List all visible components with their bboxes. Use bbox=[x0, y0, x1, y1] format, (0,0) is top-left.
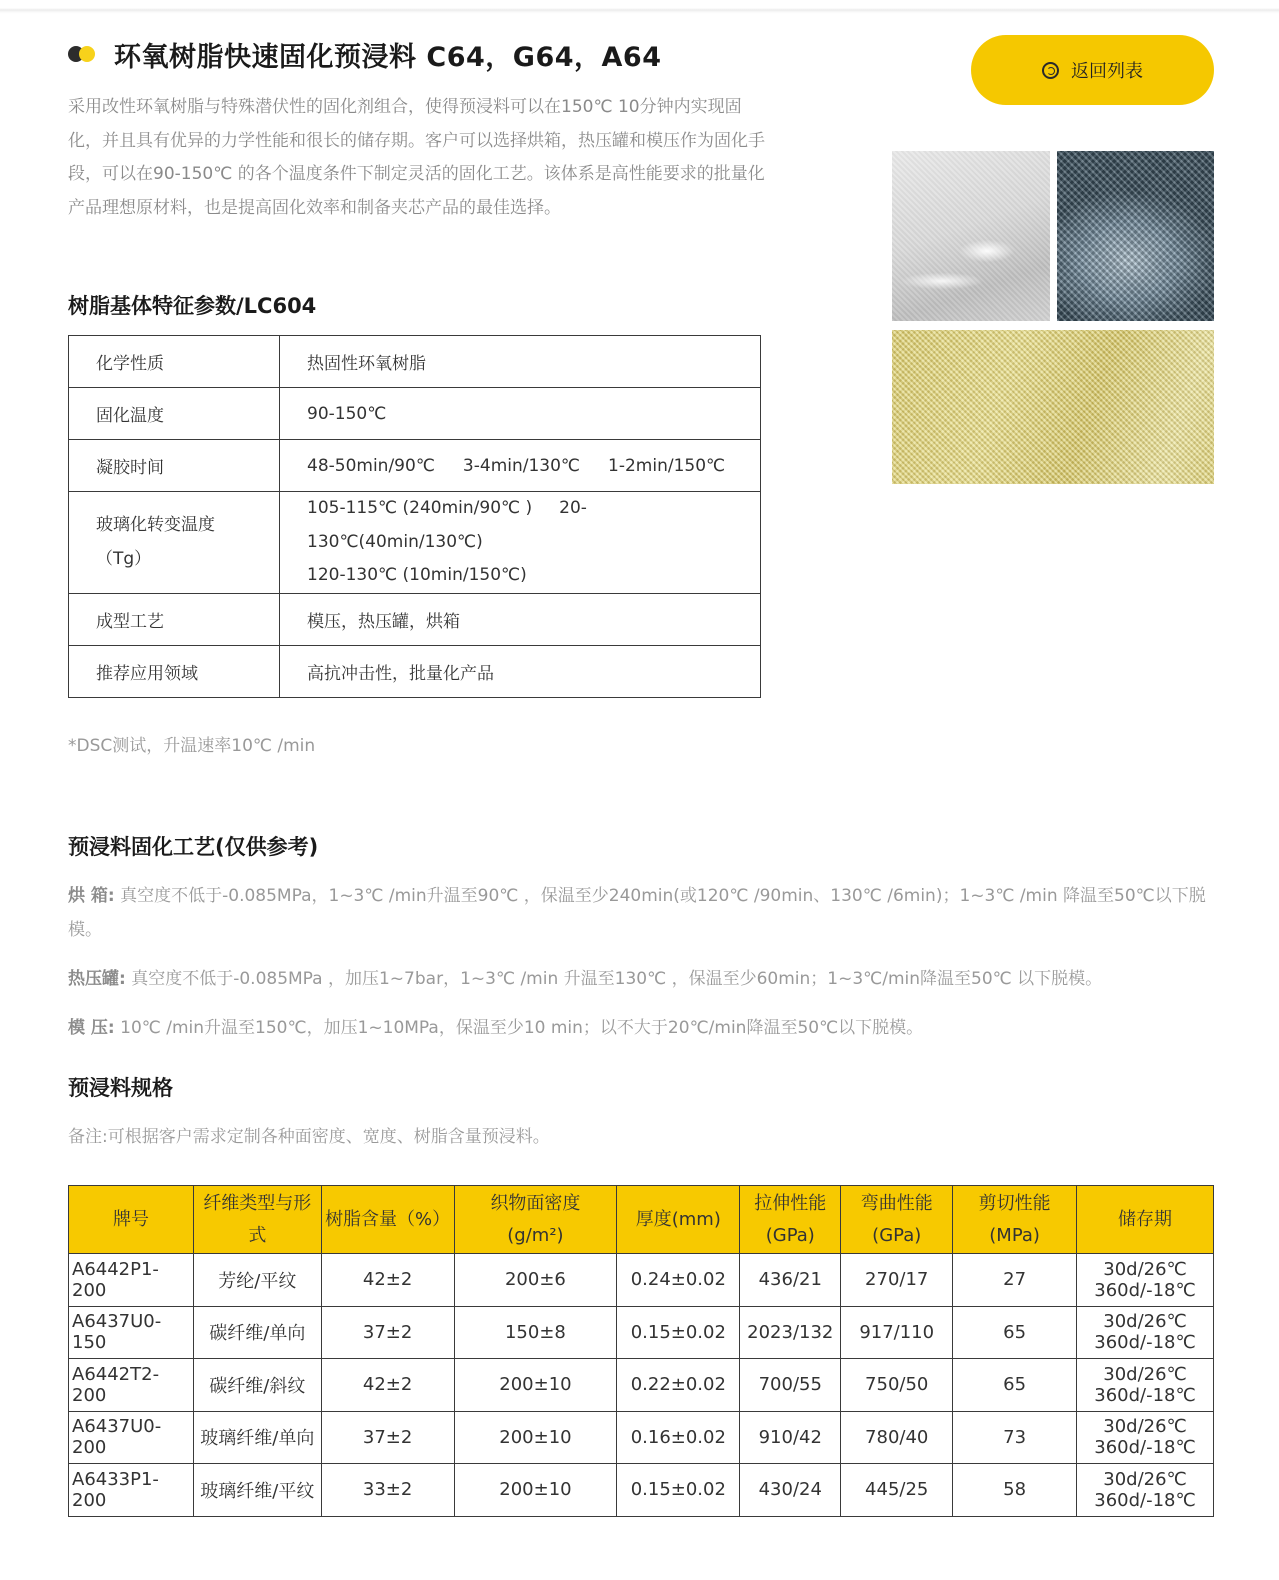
resin-properties-table bbox=[68, 335, 761, 698]
spec-note: 备注:可根据客户需求定制各种面密度、宽度、树脂含量预浸料。 bbox=[68, 1127, 550, 1147]
cell-shear: 65 bbox=[953, 1359, 1077, 1412]
cell-resin: 33±2 bbox=[321, 1464, 454, 1517]
table-row bbox=[69, 440, 761, 492]
cell-code: A6442P1-200 bbox=[69, 1254, 194, 1307]
storage-line: 30d/26℃ bbox=[1103, 1468, 1187, 1490]
property-key: 固化温度 bbox=[69, 388, 280, 440]
storage-line: 360d/-18℃ bbox=[1094, 1437, 1196, 1459]
intro-paragraph: 采用改性环氧树脂与特殊潜伏性的固化剂组合，使得预浸料可以在150℃ 10分钟内实现固化，并且具有优异的力学性能和很长的储存期。客户可以选择烘箱，热压罐和模压作为固化手段，可以在90-150℃ 的各个温度条件下制定灵活的固化工艺。该体系是高性能要求的批量化产品理想原材料，也是提高固化效率和制备夹芯产品的最佳选择。 bbox=[68, 97, 765, 218]
process-text: 真空度不低于-0.085MPa ，加压1~7bar，1~3℃ /min 升温至130℃ ，保温至少60min；1~3℃/min降温至50℃ 以下脱模。 bbox=[125, 969, 1103, 989]
property-key: 凝胶时间 bbox=[69, 440, 280, 492]
col-header-thickness: 厚度(mm) bbox=[617, 1186, 740, 1254]
cell-fiber: 玻璃纤维/平纹 bbox=[193, 1464, 321, 1517]
cell-fiber: 碳纤维/斜纹 bbox=[193, 1359, 321, 1412]
back-to-list-button[interactable] bbox=[971, 35, 1214, 105]
cell-tensile: 436/21 bbox=[740, 1254, 841, 1307]
header-line: (GPa) bbox=[872, 1224, 922, 1246]
title-dots-icon bbox=[68, 44, 102, 64]
cell-storage bbox=[1077, 1306, 1214, 1359]
col-header-flexural bbox=[841, 1186, 953, 1254]
header-line: 式 bbox=[248, 1224, 267, 1246]
cell-flexural: 780/40 bbox=[841, 1411, 953, 1464]
cell-code: A6437U0-200 bbox=[69, 1411, 194, 1464]
cell-density: 200±10 bbox=[454, 1359, 617, 1412]
cell-thickness: 0.15±0.02 bbox=[617, 1464, 740, 1517]
storage-line: 360d/-18℃ bbox=[1094, 1489, 1196, 1511]
cell-resin: 42±2 bbox=[321, 1254, 454, 1307]
process-text: 真空度不低于-0.085MPa，1~3℃ /min升温至90℃ ，保温至少240min(或120℃ /90min、130℃ /6min)；1~3℃ /min 降温至50℃以下脱模。 bbox=[68, 886, 1206, 940]
property-key: 推荐应用领域 bbox=[69, 646, 280, 698]
cell-flexural: 917/110 bbox=[841, 1306, 953, 1359]
cell-tensile: 910/42 bbox=[740, 1411, 841, 1464]
storage-line: 360d/-18℃ bbox=[1094, 1332, 1196, 1354]
page-header bbox=[68, 34, 662, 74]
property-key: 成型工艺 bbox=[69, 594, 280, 646]
property-key: 化学性质 bbox=[69, 336, 280, 388]
cell-density: 150±8 bbox=[454, 1306, 617, 1359]
table-row bbox=[69, 646, 761, 698]
cell-code: A6442T2-200 bbox=[69, 1359, 194, 1412]
gel-time-90: 48-50min/90℃ bbox=[307, 455, 435, 476]
cell-storage bbox=[1077, 1411, 1214, 1464]
cell-shear: 65 bbox=[953, 1306, 1077, 1359]
table-row bbox=[69, 1464, 1214, 1517]
storage-line: 30d/26℃ bbox=[1103, 1363, 1187, 1385]
cell-tensile: 430/24 bbox=[740, 1464, 841, 1517]
process-label: 烘 箱: bbox=[68, 886, 115, 906]
table-row bbox=[69, 1254, 1214, 1307]
storage-line: 30d/26℃ bbox=[1103, 1416, 1187, 1438]
carbon-fiber-prepreg-image bbox=[1057, 151, 1214, 321]
property-value: 热固性环氧树脂 bbox=[280, 336, 761, 388]
storage-line: 360d/-18℃ bbox=[1094, 1384, 1196, 1406]
process-autoclave bbox=[68, 963, 1213, 997]
col-header-resin: 树脂含量（%） bbox=[321, 1186, 454, 1254]
cell-code: A6437U0-150 bbox=[69, 1306, 194, 1359]
col-header-density bbox=[454, 1186, 617, 1254]
process-label: 模 压: bbox=[68, 1018, 115, 1038]
storage-line: 30d/26℃ bbox=[1103, 1258, 1187, 1280]
tg-line: 105-115℃ (240min/90℃ ) 20- bbox=[307, 498, 587, 519]
property-value: 模压，热压罐，烘箱 bbox=[280, 594, 761, 646]
prepreg-spec-table bbox=[68, 1185, 1214, 1517]
table-row bbox=[69, 1306, 1214, 1359]
cell-shear: 27 bbox=[953, 1254, 1077, 1307]
col-header-shear bbox=[953, 1186, 1077, 1254]
table-header-row bbox=[69, 1186, 1214, 1254]
cell-density: 200±10 bbox=[454, 1411, 617, 1464]
property-value: 90-150℃ bbox=[280, 388, 761, 440]
cell-shear: 73 bbox=[953, 1411, 1077, 1464]
table-row bbox=[69, 388, 761, 440]
yellow-dot-icon bbox=[79, 46, 95, 62]
cell-fiber: 玻璃纤维/单向 bbox=[193, 1411, 321, 1464]
cell-density: 200±10 bbox=[454, 1464, 617, 1517]
property-key bbox=[69, 492, 280, 594]
back-to-list-label: 返回列表 bbox=[1071, 61, 1143, 82]
cell-fiber: 芳纶/平纹 bbox=[193, 1254, 321, 1307]
table-row bbox=[69, 492, 761, 594]
gel-time-130: 3-4min/130℃ bbox=[462, 455, 581, 476]
process-label: 热压罐: bbox=[68, 969, 126, 989]
property-value bbox=[280, 492, 761, 594]
cell-thickness: 0.16±0.02 bbox=[617, 1411, 740, 1464]
cell-code: A6433P1-200 bbox=[69, 1464, 194, 1517]
cell-flexural: 270/17 bbox=[841, 1254, 953, 1307]
return-circle-icon bbox=[1042, 62, 1059, 79]
col-header-fiber bbox=[193, 1186, 321, 1254]
storage-line: 30d/26℃ bbox=[1103, 1311, 1187, 1333]
product-gallery bbox=[892, 151, 1214, 484]
property-value: 高抗冲击性，批量化产品 bbox=[280, 646, 761, 698]
tg-key-line2: （Tg） bbox=[96, 548, 152, 569]
tg-line: 120-130℃ (10min/150℃) bbox=[307, 565, 527, 586]
cell-resin: 37±2 bbox=[321, 1306, 454, 1359]
header-line: 拉伸性能 bbox=[754, 1192, 827, 1214]
header-line: (GPa) bbox=[765, 1224, 815, 1246]
spec-section-title: 预浸料规格 bbox=[68, 1076, 173, 1100]
header-line: 纤维类型与形 bbox=[203, 1192, 312, 1214]
header-line: (MPa) bbox=[989, 1224, 1040, 1246]
tg-line: 130℃(40min/130℃) bbox=[307, 531, 483, 552]
cell-density: 200±6 bbox=[454, 1254, 617, 1307]
cell-tensile: 700/55 bbox=[740, 1359, 841, 1412]
table-row bbox=[69, 1411, 1214, 1464]
header-line: (g/m²) bbox=[507, 1224, 564, 1246]
cell-storage bbox=[1077, 1359, 1214, 1412]
property-value bbox=[280, 440, 761, 492]
process-compression bbox=[68, 1012, 1213, 1046]
resin-section-title: 树脂基体特征参数/LC604 bbox=[68, 294, 317, 318]
top-bar-shadow bbox=[0, 0, 1279, 14]
cell-thickness: 0.24±0.02 bbox=[617, 1254, 740, 1307]
cell-fiber: 碳纤维/单向 bbox=[193, 1306, 321, 1359]
process-section-title: 预浸料固化工艺(仅供参考) bbox=[68, 835, 319, 859]
cell-thickness: 0.15±0.02 bbox=[617, 1306, 740, 1359]
cell-flexural: 750/50 bbox=[841, 1359, 953, 1412]
cell-thickness: 0.22±0.02 bbox=[617, 1359, 740, 1412]
cell-shear: 58 bbox=[953, 1464, 1077, 1517]
col-header-storage: 储存期 bbox=[1077, 1186, 1214, 1254]
header-line: 织物面密度 bbox=[490, 1192, 581, 1214]
process-oven bbox=[68, 880, 1213, 947]
table-row bbox=[69, 1359, 1214, 1412]
dsc-note: *DSC测试，升温速率10℃ /min bbox=[68, 736, 316, 756]
header-line: 弯曲性能 bbox=[860, 1192, 933, 1214]
process-text: 10℃ /min升温至150℃，加压1~10MPa，保温至少10 min；以不大于20℃/min降温至50℃以下脱模。 bbox=[114, 1018, 924, 1038]
cell-storage bbox=[1077, 1254, 1214, 1307]
gel-time-150: 1-2min/150℃ bbox=[608, 455, 726, 476]
col-header-tensile bbox=[740, 1186, 841, 1254]
table-row bbox=[69, 336, 761, 388]
col-header-code: 牌号 bbox=[69, 1186, 194, 1254]
header-line: 剪切性能 bbox=[978, 1192, 1051, 1214]
page-title: 环氧树脂快速固化预浸料 C64，G64，A64 bbox=[114, 41, 662, 73]
table-row bbox=[69, 594, 761, 646]
cell-tensile: 2023/132 bbox=[740, 1306, 841, 1359]
glass-fiber-prepreg-image bbox=[892, 151, 1050, 321]
tg-key-line1: 玻璃化转变温度 bbox=[96, 515, 215, 535]
storage-line: 360d/-18℃ bbox=[1094, 1279, 1196, 1301]
cell-storage bbox=[1077, 1464, 1214, 1517]
cell-resin: 42±2 bbox=[321, 1359, 454, 1412]
cell-resin: 37±2 bbox=[321, 1411, 454, 1464]
aramid-fiber-prepreg-image bbox=[892, 330, 1214, 484]
cell-flexural: 445/25 bbox=[841, 1464, 953, 1517]
